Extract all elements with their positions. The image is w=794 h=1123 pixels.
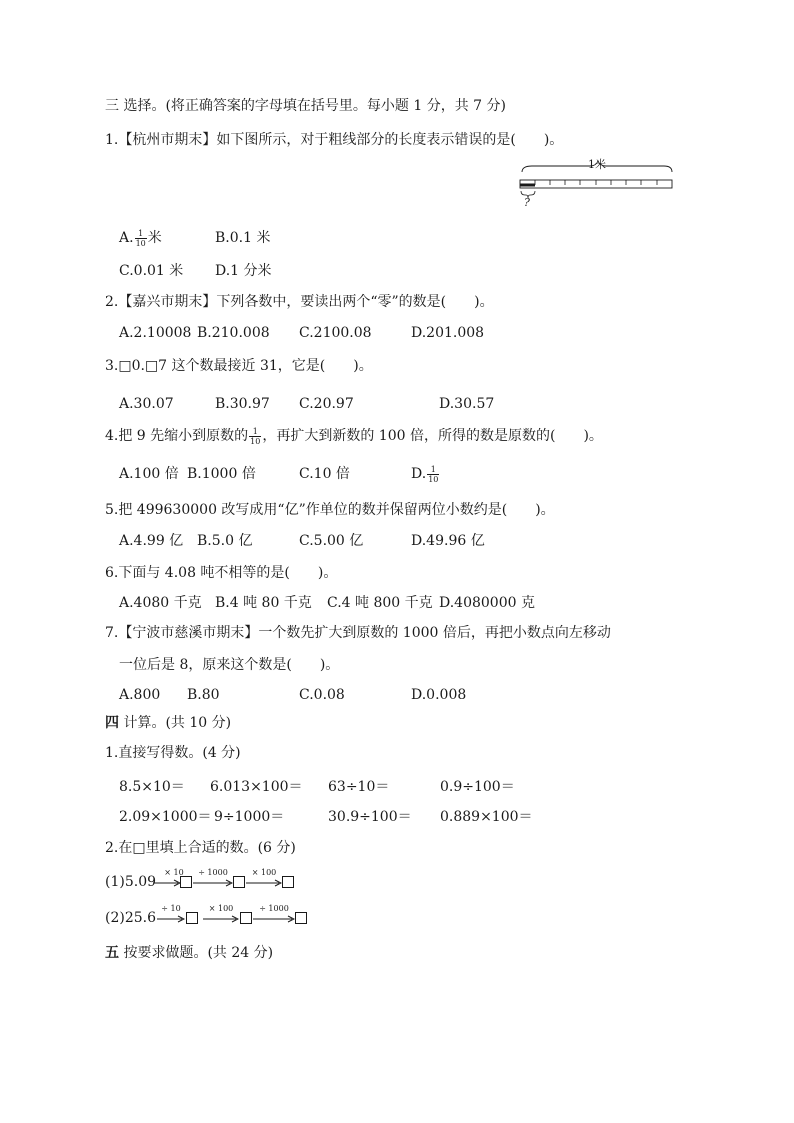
ruler-diagram (518, 158, 678, 212)
arrow-op: ÷ 10 (157, 904, 199, 928)
question-1-options-row1 (119, 226, 719, 250)
arrow-op: × 100 (246, 868, 288, 892)
calc-item: 2.09×1000＝ (119, 809, 212, 825)
question-3-stem: 3.□0.□7 这个数最接近 31，它是( )。 (105, 358, 373, 374)
calc-item: 30.9÷100＝ (328, 809, 412, 825)
arrow-op: × 10 (153, 868, 195, 892)
question-6-options (119, 591, 719, 615)
option-a[interactable]: A.4080 千克 (119, 595, 202, 611)
section-5-title: 五 按要求做题。(共 24 分) (105, 945, 274, 961)
option-d[interactable]: D.0.008 (411, 687, 467, 703)
option-d[interactable]: D.201.008 (411, 325, 485, 341)
question-7-stem-line2: 一位后是 8，原来这个数是( )。 (119, 657, 340, 673)
question-2-stem: 2.【嘉兴市期末】下列各数中，要读出两个“零”的数是( )。 (105, 294, 494, 310)
calc-item: 0.9÷100＝ (440, 779, 515, 795)
arrow-op: ÷ 1000 (193, 868, 235, 892)
question-1-options-row2 (119, 259, 719, 283)
question-7-options (119, 683, 719, 707)
arrow-op: ÷ 1000 (253, 904, 295, 928)
fraction: $\frac{1}{10}$ (250, 426, 261, 446)
option-a[interactable]: A.4.99 亿 (119, 533, 184, 549)
option-b[interactable]: B.1000 倍 (187, 466, 256, 482)
calc-item: 9÷1000＝ (214, 809, 285, 825)
option-b[interactable]: B.80 (187, 687, 220, 703)
question-2-options (119, 321, 719, 345)
question-5-stem: 5.把 499630000 改写成用“亿”作单位的数并保留两位小数约是( )。 (105, 502, 555, 518)
question-5-options (119, 529, 719, 553)
question-7-stem-line1: 7.【宁波市慈溪市期末】一个数先扩大到原数的 1000 倍后，再把小数点向左移动 (105, 625, 611, 641)
answer-box[interactable] (180, 876, 192, 888)
calc-item: 8.5×10＝ (119, 779, 185, 795)
option-b[interactable]: B.5.0 亿 (197, 533, 253, 549)
calc-item: 0.889×100＝ (440, 809, 533, 825)
arrow-right-icon (153, 878, 181, 888)
option-b[interactable]: B.210.008 (197, 325, 270, 341)
question-3-options (119, 392, 719, 416)
calc-part-1-stem: 1.直接写得数。(4 分) (105, 745, 241, 761)
option-b[interactable]: B.0.1 米 (215, 230, 271, 246)
ruler-ticks (535, 180, 657, 185)
answer-box[interactable] (186, 912, 198, 924)
option-d[interactable]: D.30.57 (439, 396, 495, 412)
answer-box[interactable] (233, 876, 245, 888)
option-c[interactable]: C.0.01 米 (119, 263, 184, 279)
option-d[interactable]: D.1 分米 (215, 263, 272, 279)
chain-start: (2)25.6 (105, 910, 157, 926)
section-3-title: 三 选择。(将正确答案的字母填在括号里。每小题 1 分，共 7 分) (105, 98, 506, 114)
section-4-title: 四 计算。(共 10 分) (105, 715, 232, 731)
option-b[interactable]: B.30.97 (215, 396, 270, 412)
option-c[interactable]: C.20.97 (299, 396, 354, 412)
ruler-question-mark: ? (524, 196, 530, 209)
option-c[interactable]: C.0.08 (299, 687, 345, 703)
option-c[interactable]: C.10 倍 (299, 466, 350, 482)
answer-box[interactable] (282, 876, 294, 888)
calc-item: 63÷10＝ (328, 779, 390, 795)
arrow-right-icon (193, 878, 233, 888)
arrow-right-icon (246, 878, 282, 888)
option-a[interactable]: A.800 (119, 687, 161, 703)
option-d[interactable]: D.4080000 克 (439, 595, 535, 611)
calc-part-2-stem: 2.在□里填上合适的数。(6 分) (105, 840, 296, 856)
option-d[interactable]: D.49.96 亿 (411, 533, 485, 549)
ruler-label: 1米 (588, 158, 606, 171)
calc-item: 6.013×100＝ (210, 779, 303, 795)
question-6-stem: 6.下面与 4.08 吨不相等的是( )。 (105, 565, 338, 581)
arrow-right-icon (157, 914, 185, 924)
option-d[interactable]: D. $\frac{1}{10}$ (411, 464, 439, 484)
question-4-stem: 4.把 9 先缩小到原数的 $\frac{1}{10}$ ，再扩大到新数的 100 倍，所得的数是原数的( )。 (105, 426, 603, 446)
option-c[interactable]: C.4 吨 800 千克 (327, 595, 433, 611)
question-1-stem: 1.【杭州市期末】如下图所示，对于粗线部分的长度表示错误的是( )。 (105, 132, 564, 148)
arrow-right-icon (253, 914, 295, 924)
option-c[interactable]: C.5.00 亿 (299, 533, 364, 549)
option-a[interactable]: A.30.07 (119, 396, 174, 412)
fraction: $\frac{1}{10}$ (135, 228, 146, 248)
fraction: $\frac{1}{10}$ (428, 464, 439, 484)
option-c[interactable]: C.2100.08 (299, 325, 372, 341)
option-a[interactable]: A. $\frac{1}{10}$ 米 (119, 228, 162, 248)
chain-start: (1)5.09 (105, 874, 157, 890)
answer-box[interactable] (240, 912, 252, 924)
answer-box[interactable] (295, 912, 307, 924)
arrow-op: × 100 (203, 904, 245, 928)
question-4-options (119, 462, 719, 486)
option-a[interactable]: A.2.10008 (119, 325, 192, 341)
option-b[interactable]: B.4 吨 80 千克 (215, 595, 312, 611)
option-a[interactable]: A.100 倍 (119, 466, 179, 482)
arrow-right-icon (203, 914, 239, 924)
